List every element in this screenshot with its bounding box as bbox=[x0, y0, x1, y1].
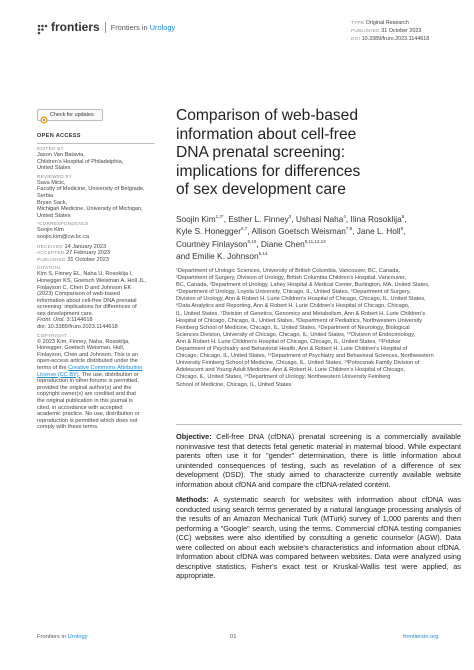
copyright: © 2023 Kim, Finney, Naha, Rosoklija, Honegger, Goetsch Weisman, Holl, Finlayson, Chen and Johnson. This is an open-access article distributed under the terms of the Creative Commons Attribution License (CC BY). The use, distribution or reproduction in other forums is permitted, provided the original author(s) and the copyright owner(s) are credited and that the original publication in this journal is cited, in accordance with accepted academic practice. No use, distribution or reproduction is permitted which does not comply with these terms. bbox=[37, 338, 143, 431]
check-updates-button[interactable] bbox=[37, 109, 103, 121]
footer-site-link[interactable]: frontiersin.org bbox=[403, 634, 439, 640]
reviewed-by: Sava Micic, Faculty of Medicine, University of Belgrade, Serbia Bryan Sack, Michigan Medicine, University of Michigan, United States bbox=[37, 179, 145, 219]
meta-published: PUBLISHED 31 October 2023 bbox=[351, 28, 422, 34]
header-journal: Frontiers in Urology bbox=[110, 22, 176, 32]
meta-type: TYPE Original Research bbox=[351, 20, 409, 26]
abstract-divider bbox=[176, 424, 462, 425]
citation: Kim S, Finney EL, Naha U, Rosoklija I, Honegger KS, Goetsch Weisman A, Holl JL, Finlayson C, Chen D and Johnson EK (2023) Comparison of web-based information about cell-free DNA prenatal screening: implications for differences of sex development care. Front. Urol. 3:1144618 doi: 10.3389/fruro.2023.1144618 bbox=[37, 271, 147, 331]
edited-by-label: EDITED BY bbox=[37, 146, 64, 151]
author: Ushasi Naha$^4$, bbox=[295, 214, 349, 224]
citation-label: CITATION bbox=[37, 265, 61, 271]
author: Ilina Rosoklija$^5$, bbox=[350, 214, 407, 224]
author: Soojin Kim$^{1,2*}$, bbox=[176, 214, 226, 224]
author: Esther L. Finney$^3$, bbox=[228, 214, 294, 224]
page-number: 01 bbox=[230, 634, 237, 640]
author: Jane L. Holl$^9$, bbox=[356, 226, 406, 237]
author: and Emilie K. Johnson$^{5,14}$ bbox=[176, 251, 268, 262]
edited-by: Jason Van Batavia, Children's Hospital of Philadelphia, United States bbox=[37, 152, 124, 172]
article-meta bbox=[351, 19, 461, 43]
author: Allison Goetsch Weisman$^{7,8}$, bbox=[251, 226, 355, 237]
correspondence-label: *CORRESPONDENCE bbox=[37, 221, 89, 227]
check-updates-label: Check for updates bbox=[50, 112, 94, 118]
author: Courtney Finlayson$^{8,10}$, bbox=[176, 238, 259, 249]
reviewed-by-label: REVIEWED BY bbox=[37, 173, 73, 179]
header-divider bbox=[105, 22, 106, 33]
author: Diane Chen$^{8,11,12,13}$ bbox=[260, 238, 326, 249]
open-access: OPEN ACCESS bbox=[37, 133, 81, 139]
abstract-methods: Methods: A systematic search for websites with information about cfDNA was conducted using search terms generated by a natural language processing analysis of the results of an Amazon Mechanical Turk (MTurk) survey of 1,000 parents and then performing a "Google" search, using the terms. Commercial cfDNA testing companies (CC) websites were also identified by consulting a genetic counselor (AGW). Data were collected on about each website's characteristics and information about cfDNA. Information about cfDNA was compared between websites. Data were analyzed using descriptive statistics, Fisher's exact test or Kruskal-Wallis test were applied, as appropriate. bbox=[176, 495, 461, 580]
author-list bbox=[176, 213, 458, 263]
cc-license-link[interactable]: Creative Commons Attribution bbox=[68, 365, 143, 372]
meta-doi: DOI 10.3389/fruro.2023.1144618 bbox=[351, 36, 430, 42]
cc-license-link-2[interactable]: License (CC BY). bbox=[37, 371, 81, 378]
correspondence: Soojin Kim soojin.kim@cw.bc.ca bbox=[37, 227, 157, 240]
author: Kyle S. Honegger$^{6,7}$, bbox=[176, 226, 250, 237]
copyright-label: COPYRIGHT bbox=[37, 332, 68, 338]
footer-journal: Frontiers in Urology bbox=[37, 634, 88, 640]
check-updates-icon bbox=[40, 111, 48, 119]
abstract-objective: Objective: Cell-free DNA (cfDNA) prenatal screening is a commercially available noninvasive test that detects fetal genetic material in maternal blood. While expectant parents often use it for "gender" determination, there is little information about unintended consequences of testing, such as revelation of a difference of sex development (DSD). The study aimed to characterize currently available website information about cfDNA and compare the cfDNA-related content. bbox=[176, 432, 461, 489]
affiliations: ¹Department of Urologic Sciences, University of British Columbia, Vancouver, BC, Canada, ²Department of Surgery, Division of Urology, British Columbia Children's Hospital, Vancouver, BC, Canada, ³Department of Urology, Lahey Hospital & Medical Center, Burlington, MA, United States, ⁴Department of Urology, Loyola University, Chicago, IL, United States, ⁵Department of Surgery, Division of Urology, Ann & Robert H. Lurie Children's Hospital of Chicago, Chicago, IL, United States, ⁶Data Analytics and Reporting, Ann & Robert H. Lurie Children's Hospital of Chicago, Chicago, IL, United States, ⁷Division of Genetics, Genomics and Metabolism, Ann & Robert H. Lurie Children's Hospital of Chicago, Chicago, IL, United States, ⁸Department of Pediatrics, Northwestern University Feinberg School of Medicine, Chicago, IL, United States, ⁹Department of Neurology, Biological Sciences Division, University of Chicago, Chicago, IL, United States, ¹⁰Division of Endocrinology, Ann & Robert H. Lurie Children's Hospital of Chicago, Chicago, IL, United States, ¹¹Pritzker Department of Psychiatry and Behavioral Health, Ann & Robert H. Lurie Children's Hospital of Chicago, Chicago, IL, United States, ¹²Department of Psychiatry and Behavioral Sciences, Northwestern University Feinberg School of Medicine, Chicago, IL, United States, ¹³Potocsnak Family Division of Adolescent and Young Adult Medicine, Ann & Robert H. Lurie Children's Hospital of Chicago, Chicago, IL, United States, ¹⁴Department of Urology, Northwestern University Feinberg School of Medicine, Chicago, IL, United States bbox=[176, 268, 434, 388]
dates: RECEIVED 14 January 2023 ACCEPTED 27 February 2023 PUBLISHED 31 October 2023 bbox=[37, 243, 111, 263]
abstract bbox=[176, 432, 461, 587]
frontiers-logo[interactable] bbox=[37, 20, 176, 34]
article-title: Comparison of web-based information about cell-free DNA prenatal screening: implications for differences of sex development care bbox=[176, 107, 361, 199]
correspondence-email[interactable]: soojin.kim@cw.bc.ca bbox=[37, 233, 89, 240]
sidebar bbox=[37, 133, 157, 431]
brand-name: frontiers bbox=[51, 20, 100, 34]
frontiers-dots-icon bbox=[37, 22, 48, 33]
